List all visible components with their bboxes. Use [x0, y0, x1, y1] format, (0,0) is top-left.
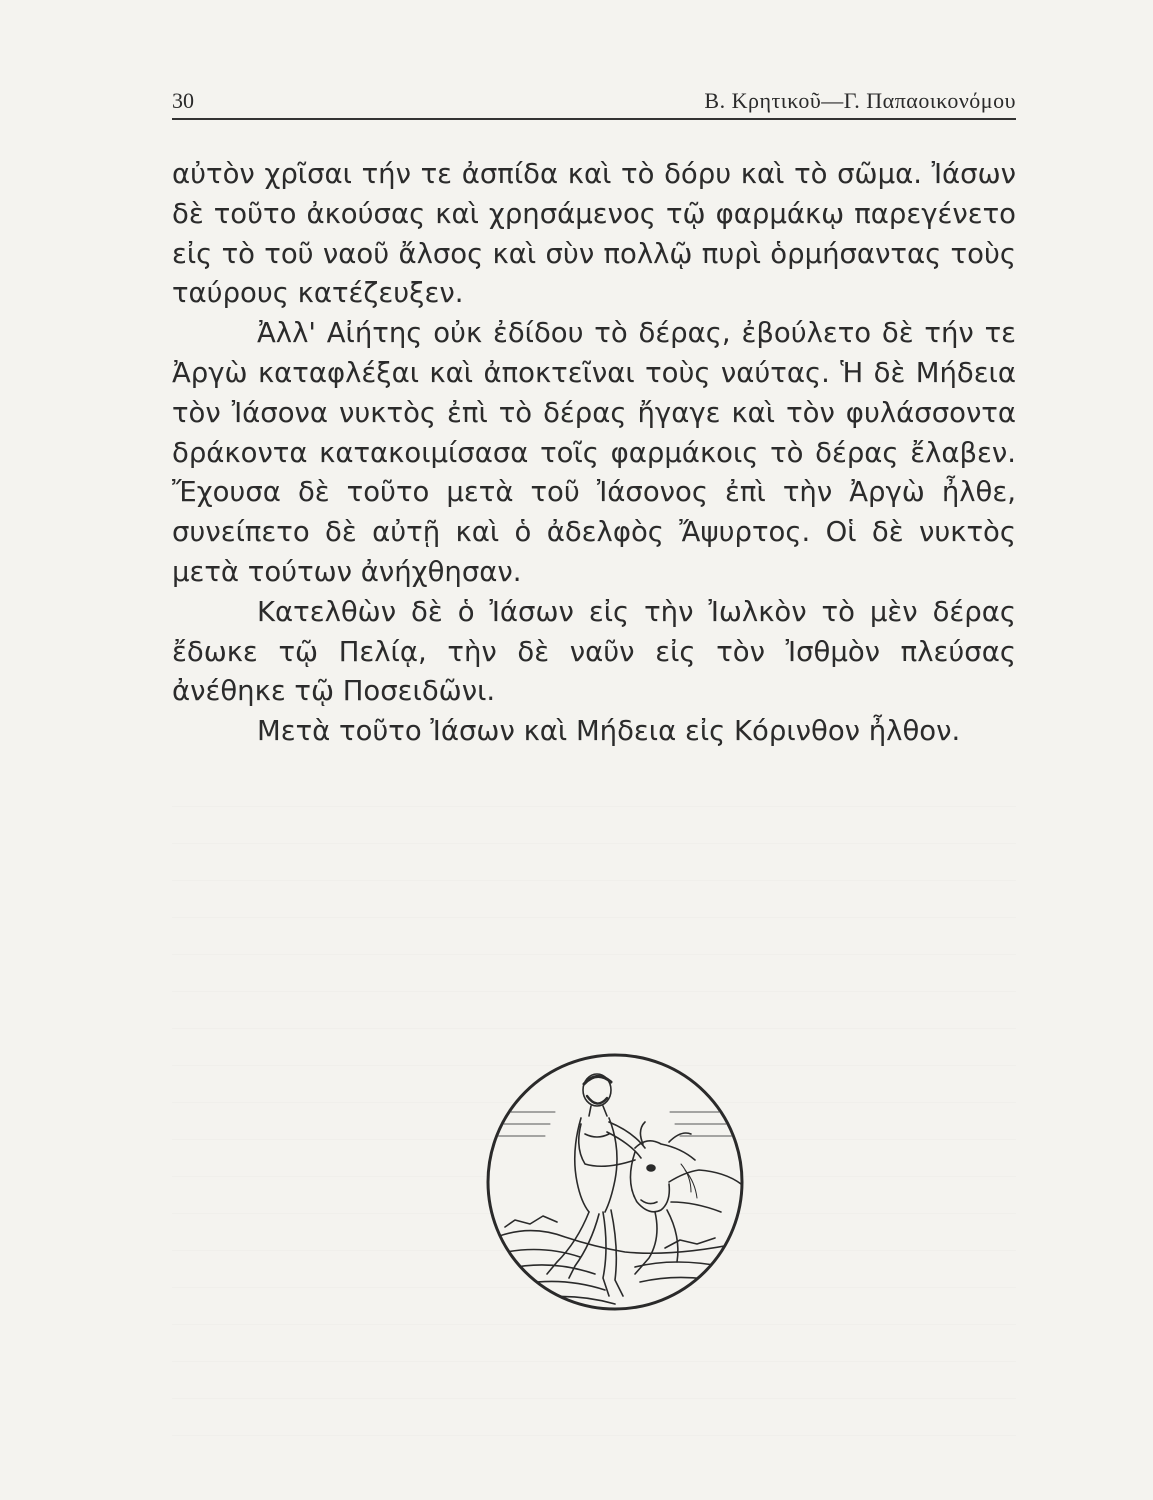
- paragraph-4: Μετὰ τοῦτο Ἰάσων καὶ Μήδεια εἰς Κόρινθον ἦλθον.: [257, 715, 961, 748]
- jason-and-bull-illustration: [485, 1052, 745, 1312]
- paragraph-3: Κατελθὼν δὲ ὁ Ἰάσων εἰς τὴν Ἰωλκὸν τὸ μὲν δέρας ἔδωκε τῷ Πελίᾳ, τὴν δὲ ναῦν εἰς τὸν Ἰσθμὸν πλεύσας ἀνέθηκε τῷ Ποσειδῶνι.: [172, 595, 1016, 708]
- page-number: 30: [172, 88, 194, 113]
- paragraph-2: Ἀλλ' Αἰήτης οὐκ ἐδίδου τὸ δέρας, ἐβούλετο δὲ τήν τε Ἀργὼ καταφλέξαι καὶ ἀποκτεῖναι τοὺς ναύτας. Ἡ δὲ Μήδεια τὸν Ἰάσονα νυκτὸς ἐπὶ τὸ δέρας ἤγαγε καὶ τὸν φυλάσσοντα δράκοντα κατακοιμίσασα τοῖς φαρμάκοις τὸ δέρας ἔλαβεν. Ἔχουσα δὲ τοῦτο μετὰ τοῦ Ἰάσονος ἐπὶ τὴν Ἀργὼ ἦλθε, συνείπετο δὲ αὐτῇ καὶ ὁ ἀδελφὸς Ἄψυρτος. Οἱ δὲ νυκτὸς μετὰ τούτων ἀνήχθησαν.: [172, 317, 1016, 588]
- paragraph-1: αὐτὸν χρῖσαι τήν τε ἀσπίδα καὶ τὸ δόρυ καὶ τὸ σῶμα. Ἰάσων δὲ τοῦτο ἀκούσας καὶ χρησάμενος τῷ φαρμάκῳ παρεγένετο εἰς τὸ τοῦ ναοῦ ἄλσος καὶ σὺν πολλῷ πυρὶ ὁρμήσαντας τοὺς ταύρους κατέζευξεν.: [172, 158, 1016, 310]
- body-text: [172, 155, 1016, 752]
- page-header: [172, 86, 1016, 122]
- running-head: Β. Κρητικοῦ—Γ. Παπαοικονόμου: [704, 88, 1016, 113]
- header-rule: [172, 118, 1016, 120]
